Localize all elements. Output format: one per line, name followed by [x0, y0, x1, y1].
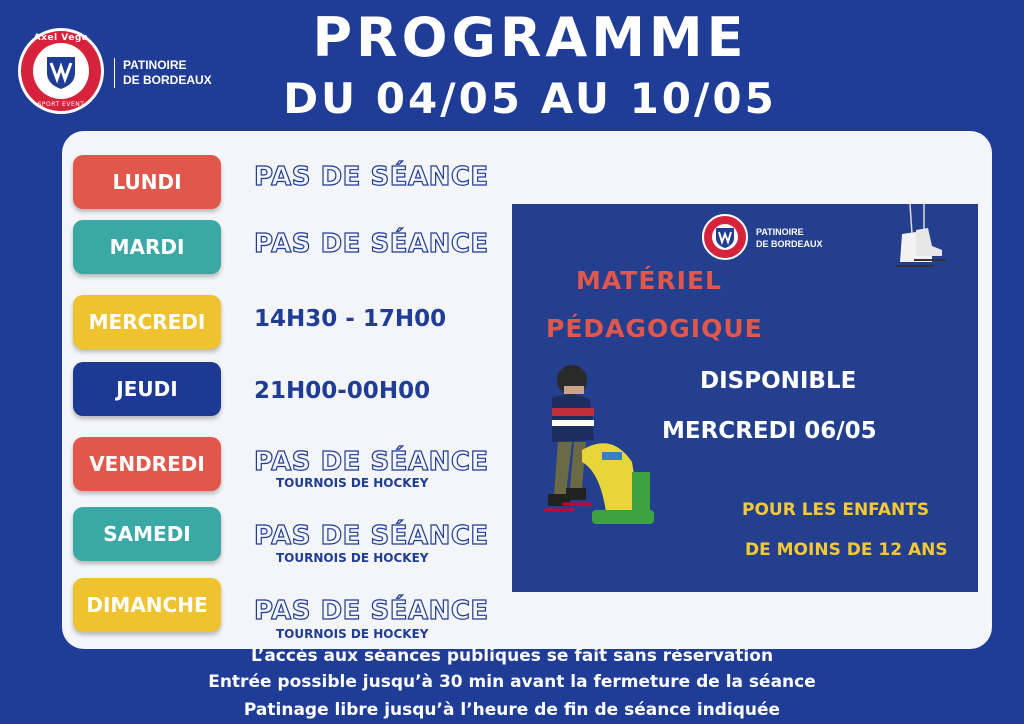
page-subtitle: DU 04/05 AU 10/05 [283, 74, 777, 123]
day-label-samedi: SAMEDI [73, 507, 221, 561]
footer-line-2: Entrée possible jusqu’à 30 min avant la fermeture de la séance [208, 672, 816, 692]
day-label-dimanche: DIMANCHE [73, 578, 221, 632]
day-hours-jeudi: 21H00-00H00 [254, 378, 431, 404]
day-status-vendredi: PAS DE SÉANCE [254, 447, 489, 477]
brand-logo [18, 28, 104, 114]
day-label-lundi: LUNDI [73, 155, 221, 209]
logo-top-text: Axel Vega [33, 33, 89, 43]
poster-line-materiel: MATÉRIEL [576, 266, 722, 295]
poster-logo-name-line2: DE BORDEAUX [756, 239, 823, 249]
day-status-mardi: PAS DE SÉANCE [254, 229, 489, 259]
ice-skates-icon [882, 204, 952, 274]
child-skater-illustration [522, 362, 662, 542]
day-label-mercredi: MERCREDI [73, 295, 221, 349]
logo-name-line1: PATINOIRE [123, 58, 187, 72]
footer-line-3: Patinage libre jusqu’à l’heure de fin de séance indiquée [243, 700, 781, 720]
footer-line-1: L’accès aux séances publiques se fait sans réservation [250, 646, 774, 666]
day-label-vendredi: VENDREDI [73, 437, 221, 491]
poster-logo-name-line1: PATINOIRE [756, 227, 804, 237]
shield-icon [41, 51, 81, 91]
logo-name [114, 58, 212, 88]
day-note-vendredi: TOURNOIS DE HOCKEY [276, 476, 429, 490]
day-label-mardi: MARDI [73, 220, 221, 274]
day-label-jeudi: JEUDI [73, 362, 221, 416]
poster-line-age: DE MOINS DE 12 ANS [745, 540, 948, 560]
equipment-poster [512, 204, 978, 592]
poster-line-children: POUR LES ENFANTS [742, 500, 930, 520]
day-hours-mercredi: 14H30 - 17H00 [254, 306, 447, 332]
logo-bottom-text: SPORT EVENT [37, 101, 85, 108]
poster-logo-emblem [712, 224, 738, 250]
poster-line-disponible: DISPONIBLE [700, 368, 857, 394]
day-status-dimanche: PAS DE SÉANCE [254, 596, 489, 626]
day-note-dimanche: TOURNOIS DE HOCKEY [276, 627, 429, 641]
poster-logo-name [756, 226, 823, 250]
day-status-samedi: PAS DE SÉANCE [254, 521, 489, 551]
poster-line-date: MERCREDI 06/05 [662, 418, 877, 444]
shield-icon [712, 224, 738, 250]
page-title: PROGRAMME [312, 6, 748, 69]
logo-emblem [33, 43, 89, 99]
logo-name-line2: DE BORDEAUX [123, 73, 212, 87]
poster-line-pedagogique: PÉDAGOGIQUE [546, 314, 763, 343]
day-note-samedi: TOURNOIS DE HOCKEY [276, 551, 429, 565]
day-status-lundi: PAS DE SÉANCE [254, 162, 489, 192]
poster-logo [702, 214, 748, 260]
